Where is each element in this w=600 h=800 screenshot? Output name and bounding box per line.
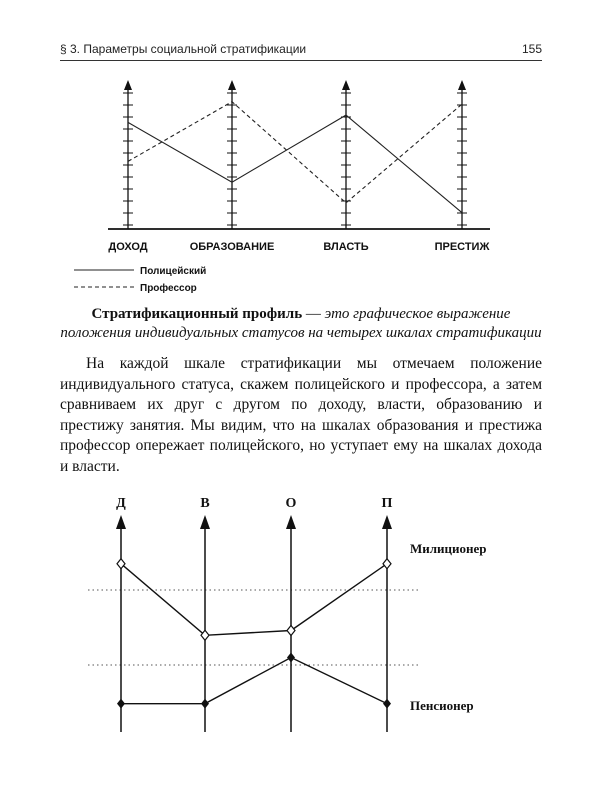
axis-arrow	[116, 515, 126, 529]
data-point	[287, 626, 295, 636]
axis-label: П	[381, 496, 393, 511]
legend-label: Профессор	[140, 283, 197, 294]
axis-arrow	[124, 80, 132, 90]
series-label: Пенсионер	[410, 698, 474, 713]
body-paragraph: На каждой шкале стратификации мы отмечаем положение индивидуального статуса, скажем полицейского и профессора, а затем сравниваем их друг с другом по доходу, власти, образованию и престижу занятия. Мы видим, что на шкалах образования и престижа профессор опережает полицейского, но уступает ему на шкалах дохода и власти.	[60, 355, 542, 475]
figure-caption	[60, 305, 542, 343]
series-line	[121, 564, 387, 636]
data-point	[201, 699, 209, 709]
stratification-profile-figure	[74, 80, 490, 294]
axis-label: В	[200, 496, 210, 511]
axis-arrow	[200, 515, 210, 529]
series-line	[128, 115, 462, 213]
axis-label: Д	[116, 496, 126, 511]
series-line	[128, 102, 462, 203]
section-title: § 3. Параметры социальной стратификации	[60, 42, 307, 56]
axis-arrow	[382, 515, 392, 529]
data-point	[117, 699, 125, 709]
axis-arrow	[228, 80, 236, 90]
axis-arrow	[342, 80, 350, 90]
axis-label: ПРЕСТИЖ	[434, 241, 490, 253]
series-line	[121, 658, 387, 704]
legend-label: Полицейский	[140, 266, 207, 277]
data-point	[287, 653, 295, 663]
axis-label: ДОХОД	[108, 241, 148, 253]
axis-label: ВЛАСТЬ	[323, 241, 369, 253]
axis-arrow	[286, 515, 296, 529]
data-point	[383, 699, 391, 709]
caption-dash: —	[302, 306, 325, 322]
axis-label: ОБРАЗОВАНИЕ	[189, 241, 275, 253]
axis-label: О	[285, 496, 297, 511]
data-point	[117, 559, 125, 569]
caption-definition: это графическое выражение положения индивидуальных статусов на четырех шкалах стратификации	[60, 306, 542, 341]
data-point	[201, 630, 209, 640]
caption-term: Стратификационный профиль	[91, 306, 303, 322]
page-number: 155	[521, 42, 542, 56]
data-point	[383, 559, 391, 569]
militiaman-pensioner-figure	[88, 496, 487, 732]
axis-arrow	[458, 80, 466, 90]
series-label: Милиционер	[410, 541, 487, 556]
